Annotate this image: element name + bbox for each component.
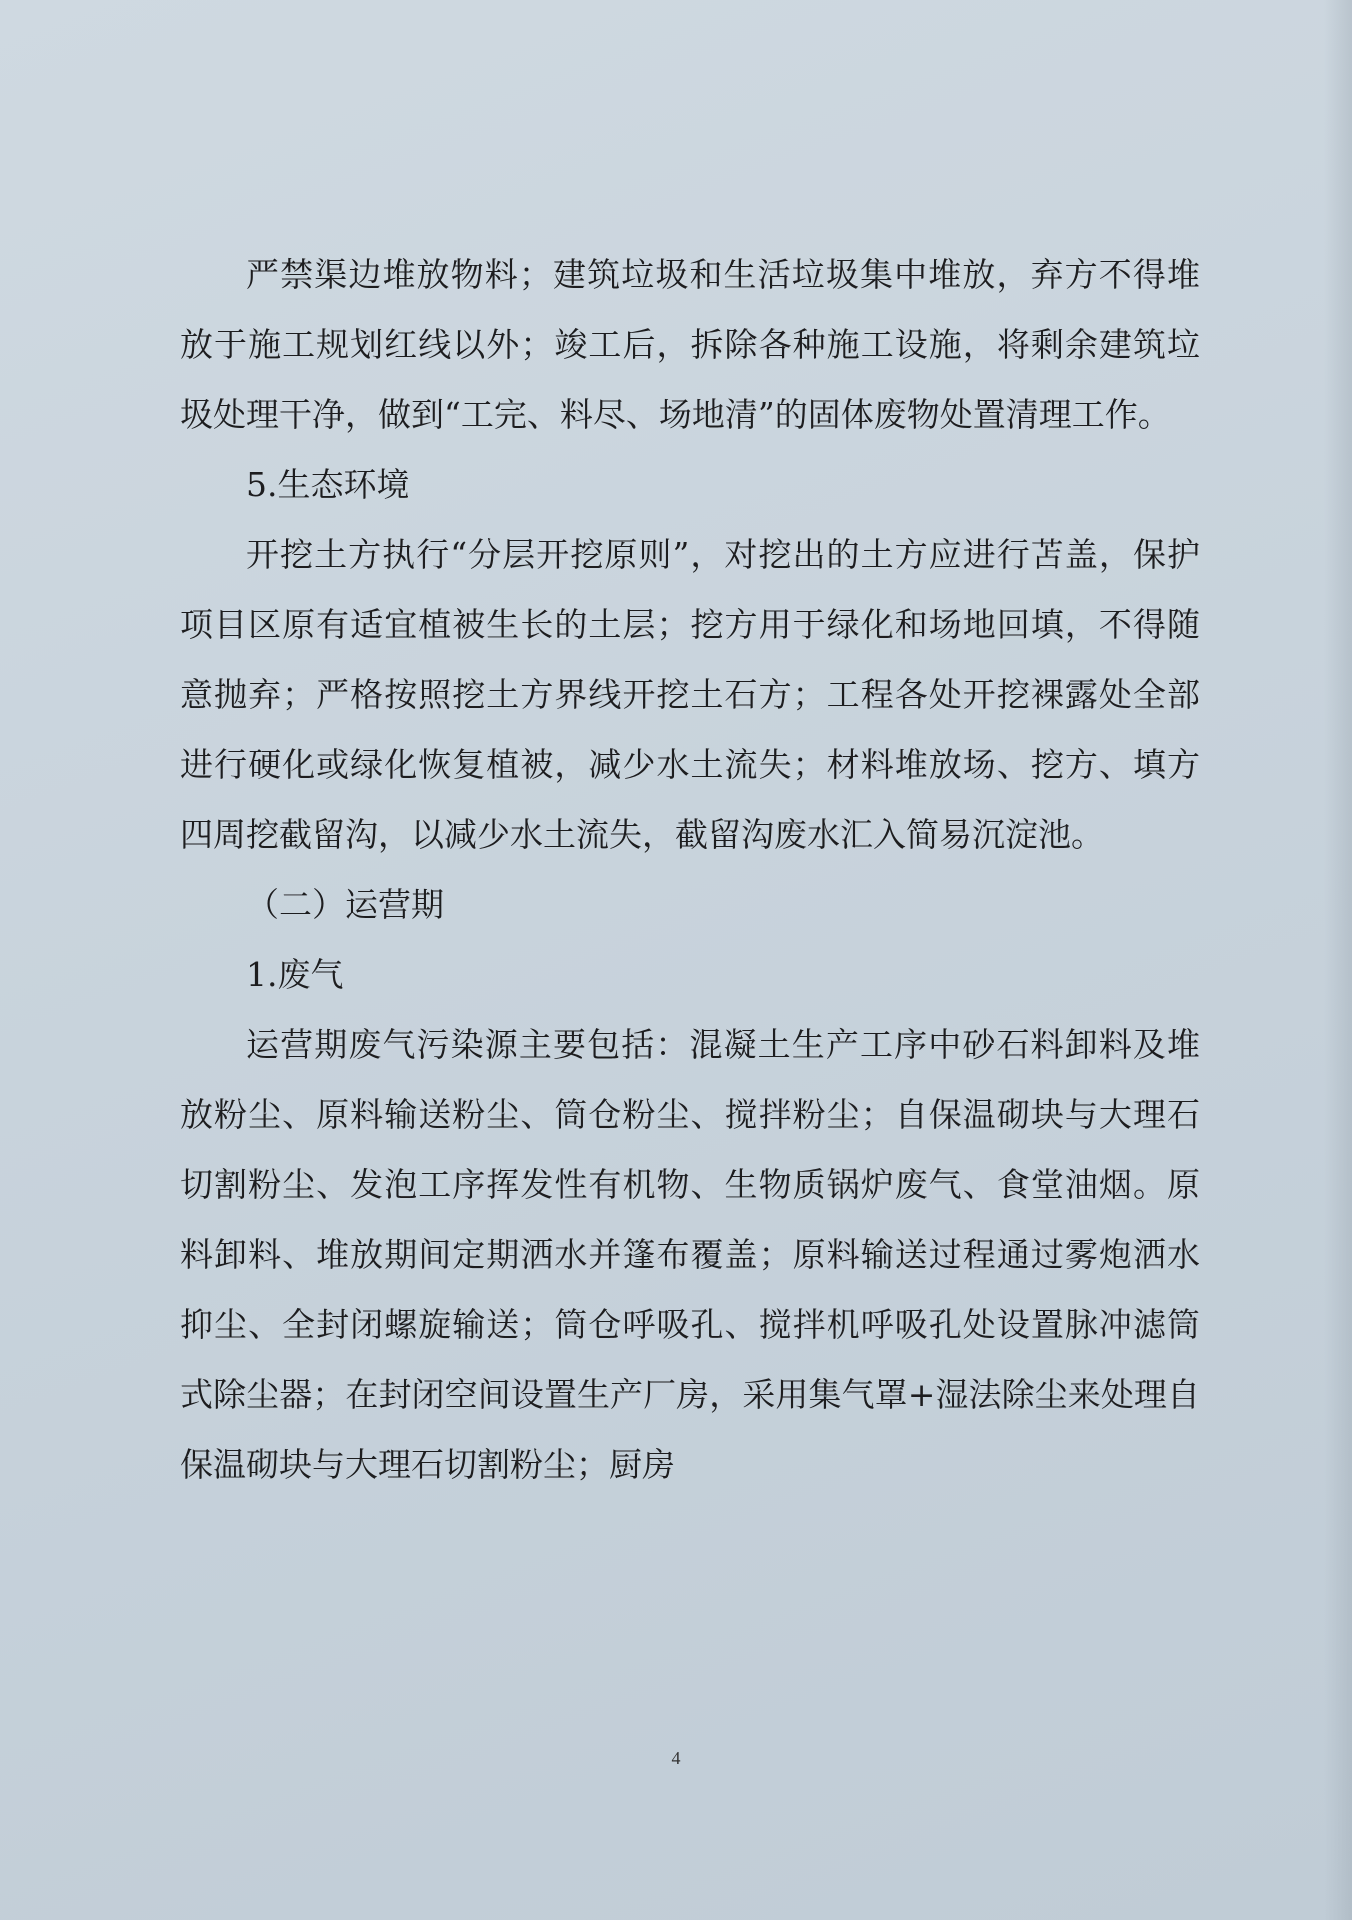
paragraph-exhaust-gas: 运营期废气污染源主要包括：混凝土生产工序中砂石料卸料及堆放粉尘、原料输送粉尘、筒仓粉尘、搅拌粉尘；自保温砌块与大理石切割粉尘、发泡工序挥发性有机物、生物质锅炉废气、食堂油烟。原料卸料、堆放期间定期洒水并篷布覆盖；原料输送过程通过雾炮洒水抑尘、全封闭螺旋输送；筒仓呼吸孔、搅拌机呼吸孔处设置脉冲滤筒式除尘器；在封闭空间设置生产厂房，采用集气罩+湿法除尘来处理自保温砌块与大理石切割粉尘；厨房 — [180, 1025, 1200, 1484]
paragraph-ecology: 开挖土方执行“分层开挖原则”，对挖出的土方应进行苫盖，保护项目区原有适宜植被生长的土层；挖方用于绿化和场地回填，不得随意抛弃；严格按照挖土方界线开挖土石方；工程各处开挖裸露处全部进行硬化或绿化恢复植被，减少水土流失；材料堆放场、挖方、填方四周挖截留沟，以减少水土流失，截留沟废水汇入简易沉淀池。 — [180, 535, 1200, 854]
heading-operation-period: （二）运营期 — [246, 885, 444, 924]
heading-ecology: 5.生态环境 — [246, 465, 410, 504]
page-edge-shadow — [1324, 0, 1352, 1920]
heading-exhaust-gas: 1.废气 — [246, 955, 344, 994]
page-number: 4 — [671, 1748, 681, 1768]
document-body — [180, 240, 1200, 1500]
paragraph-solid-waste: 严禁渠边堆放物料；建筑垃圾和生活垃圾集中堆放，弃方不得堆放于施工规划红线以外；竣工后，拆除各种施工设施，将剩余建筑垃圾处理干净，做到“工完、料尽、场地清”的固体废物处置清理工作。 — [180, 255, 1200, 434]
